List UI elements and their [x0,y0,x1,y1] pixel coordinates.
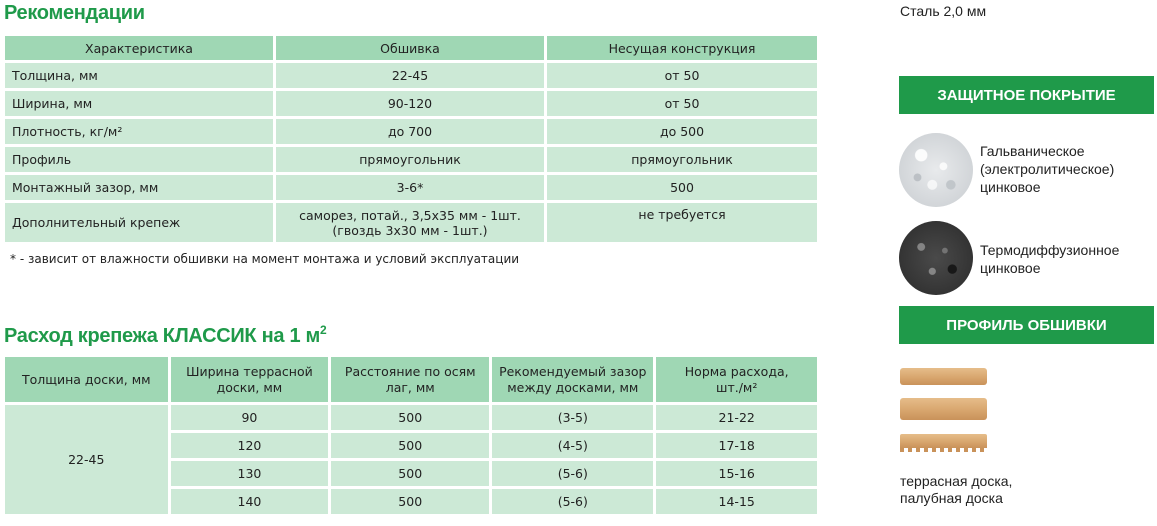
row-label: Профиль [5,147,273,172]
width-cell: 140 [171,489,329,514]
table-row [5,119,817,144]
gap-cell: (5-6) [492,489,653,514]
rate-cell: 15-16 [656,461,817,486]
rate-cell: 21-22 [656,405,817,430]
galvanic-zinc-swatch [899,133,973,207]
recommendations-title: Рекомендации [4,2,145,24]
gap-cell: (4-5) [492,433,653,458]
cladding-value: 90-120 [276,91,544,116]
header-line: Норма расхода, [684,363,789,379]
table-row [5,91,817,116]
gap-cell: (5-6) [492,461,653,486]
header-rate [656,357,817,402]
thickness-cell: 22-45 [5,405,168,514]
label-line: Гальваническое [980,143,1085,159]
table-header-row [5,357,817,402]
table-row [5,63,817,88]
header-structure: Несущая конструкция [547,36,817,60]
label-line: палубная доска [900,490,1003,506]
spacing-cell: 500 [331,405,489,430]
header-spacing [331,357,489,402]
row-label: Ширина, мм [5,91,273,116]
header-line: Рекомендуемый зазор [499,363,647,379]
header-cladding: Обшивка [276,36,544,60]
table-header-row [5,36,817,60]
structure-value: до 500 [547,119,817,144]
structure-value: от 50 [547,63,817,88]
cladding-value: 22-45 [276,63,544,88]
spacing-cell: 500 [331,489,489,514]
board-profile-3 [900,434,987,448]
consumption-title [4,325,326,348]
header-width [171,357,329,402]
consumption-title-text: Расход крепежа КЛАССИК на 1 м [4,325,321,347]
header-line: лаг, мм [385,379,435,395]
cladding-value [276,203,544,242]
cladding-value: 3-6* [276,175,544,200]
recommendations-table [2,33,820,245]
profile-label [900,473,1012,507]
table-row [5,175,817,200]
label-line: цинковое [980,179,1041,195]
thermodiffusion-zinc-swatch [899,221,973,295]
structure-value: не требуется [547,203,817,242]
structure-value: от 50 [547,91,817,116]
structure-value: прямоугольник [547,147,817,172]
width-cell: 90 [171,405,329,430]
label-line: (электролитическое) [980,161,1115,177]
rate-cell: 17-18 [656,433,817,458]
header-line: шт./м² [716,379,758,395]
consumption-title-sup: 2 [320,323,327,337]
cladding-value: до 700 [276,119,544,144]
table-row [5,405,817,430]
material-label: Сталь 2,0 мм [900,3,987,19]
spacing-cell: 500 [331,433,489,458]
spacing-cell: 500 [331,461,489,486]
gap-cell: (3-5) [492,405,653,430]
header-line: доски, мм [216,379,283,395]
header-gap [492,357,653,402]
fastener-line-alt: (гвоздь 3x30 мм - 1шт.) [332,222,488,238]
cladding-value: прямоугольник [276,147,544,172]
thermodiffusion-coating-label [980,241,1119,277]
header-line: Толщина доски, мм [21,371,151,387]
board-profile-1 [900,368,987,385]
galvanic-coating-label [980,142,1114,196]
row-label: Дополнительный крепеж [5,203,273,242]
label-line: террасная доска, [900,473,1013,489]
header-line: между досками, мм [507,379,639,395]
consumption-table [2,354,820,517]
header-line: Расстояние по осям [344,363,476,379]
table-row [5,203,817,242]
profile-banner: ПРОФИЛЬ ОБШИВКИ [899,306,1154,344]
coating-banner: ЗАЩИТНОЕ ПОКРЫТИЕ [899,76,1154,114]
board-profile-2 [900,398,987,420]
label-line: Термодиффузионное [980,242,1120,258]
label-line: цинковое [980,260,1041,276]
structure-value: 500 [547,175,817,200]
row-label: Плотность, кг/м² [5,119,273,144]
row-label: Толщина, мм [5,63,273,88]
width-cell: 120 [171,433,329,458]
width-cell: 130 [171,461,329,486]
header-thickness [5,357,168,402]
row-label: Монтажный зазор, мм [5,175,273,200]
fastener-line: саморез, потай., 3,5x35 мм - 1шт. [299,207,521,223]
header-characteristic: Характеристика [5,36,273,60]
rate-cell: 14-15 [656,489,817,514]
table-row [5,147,817,172]
footnote: * - зависит от влажности обшивки на момент монтажа и условий эксплуатации [10,252,520,266]
header-line: Ширина террасной [186,363,313,379]
